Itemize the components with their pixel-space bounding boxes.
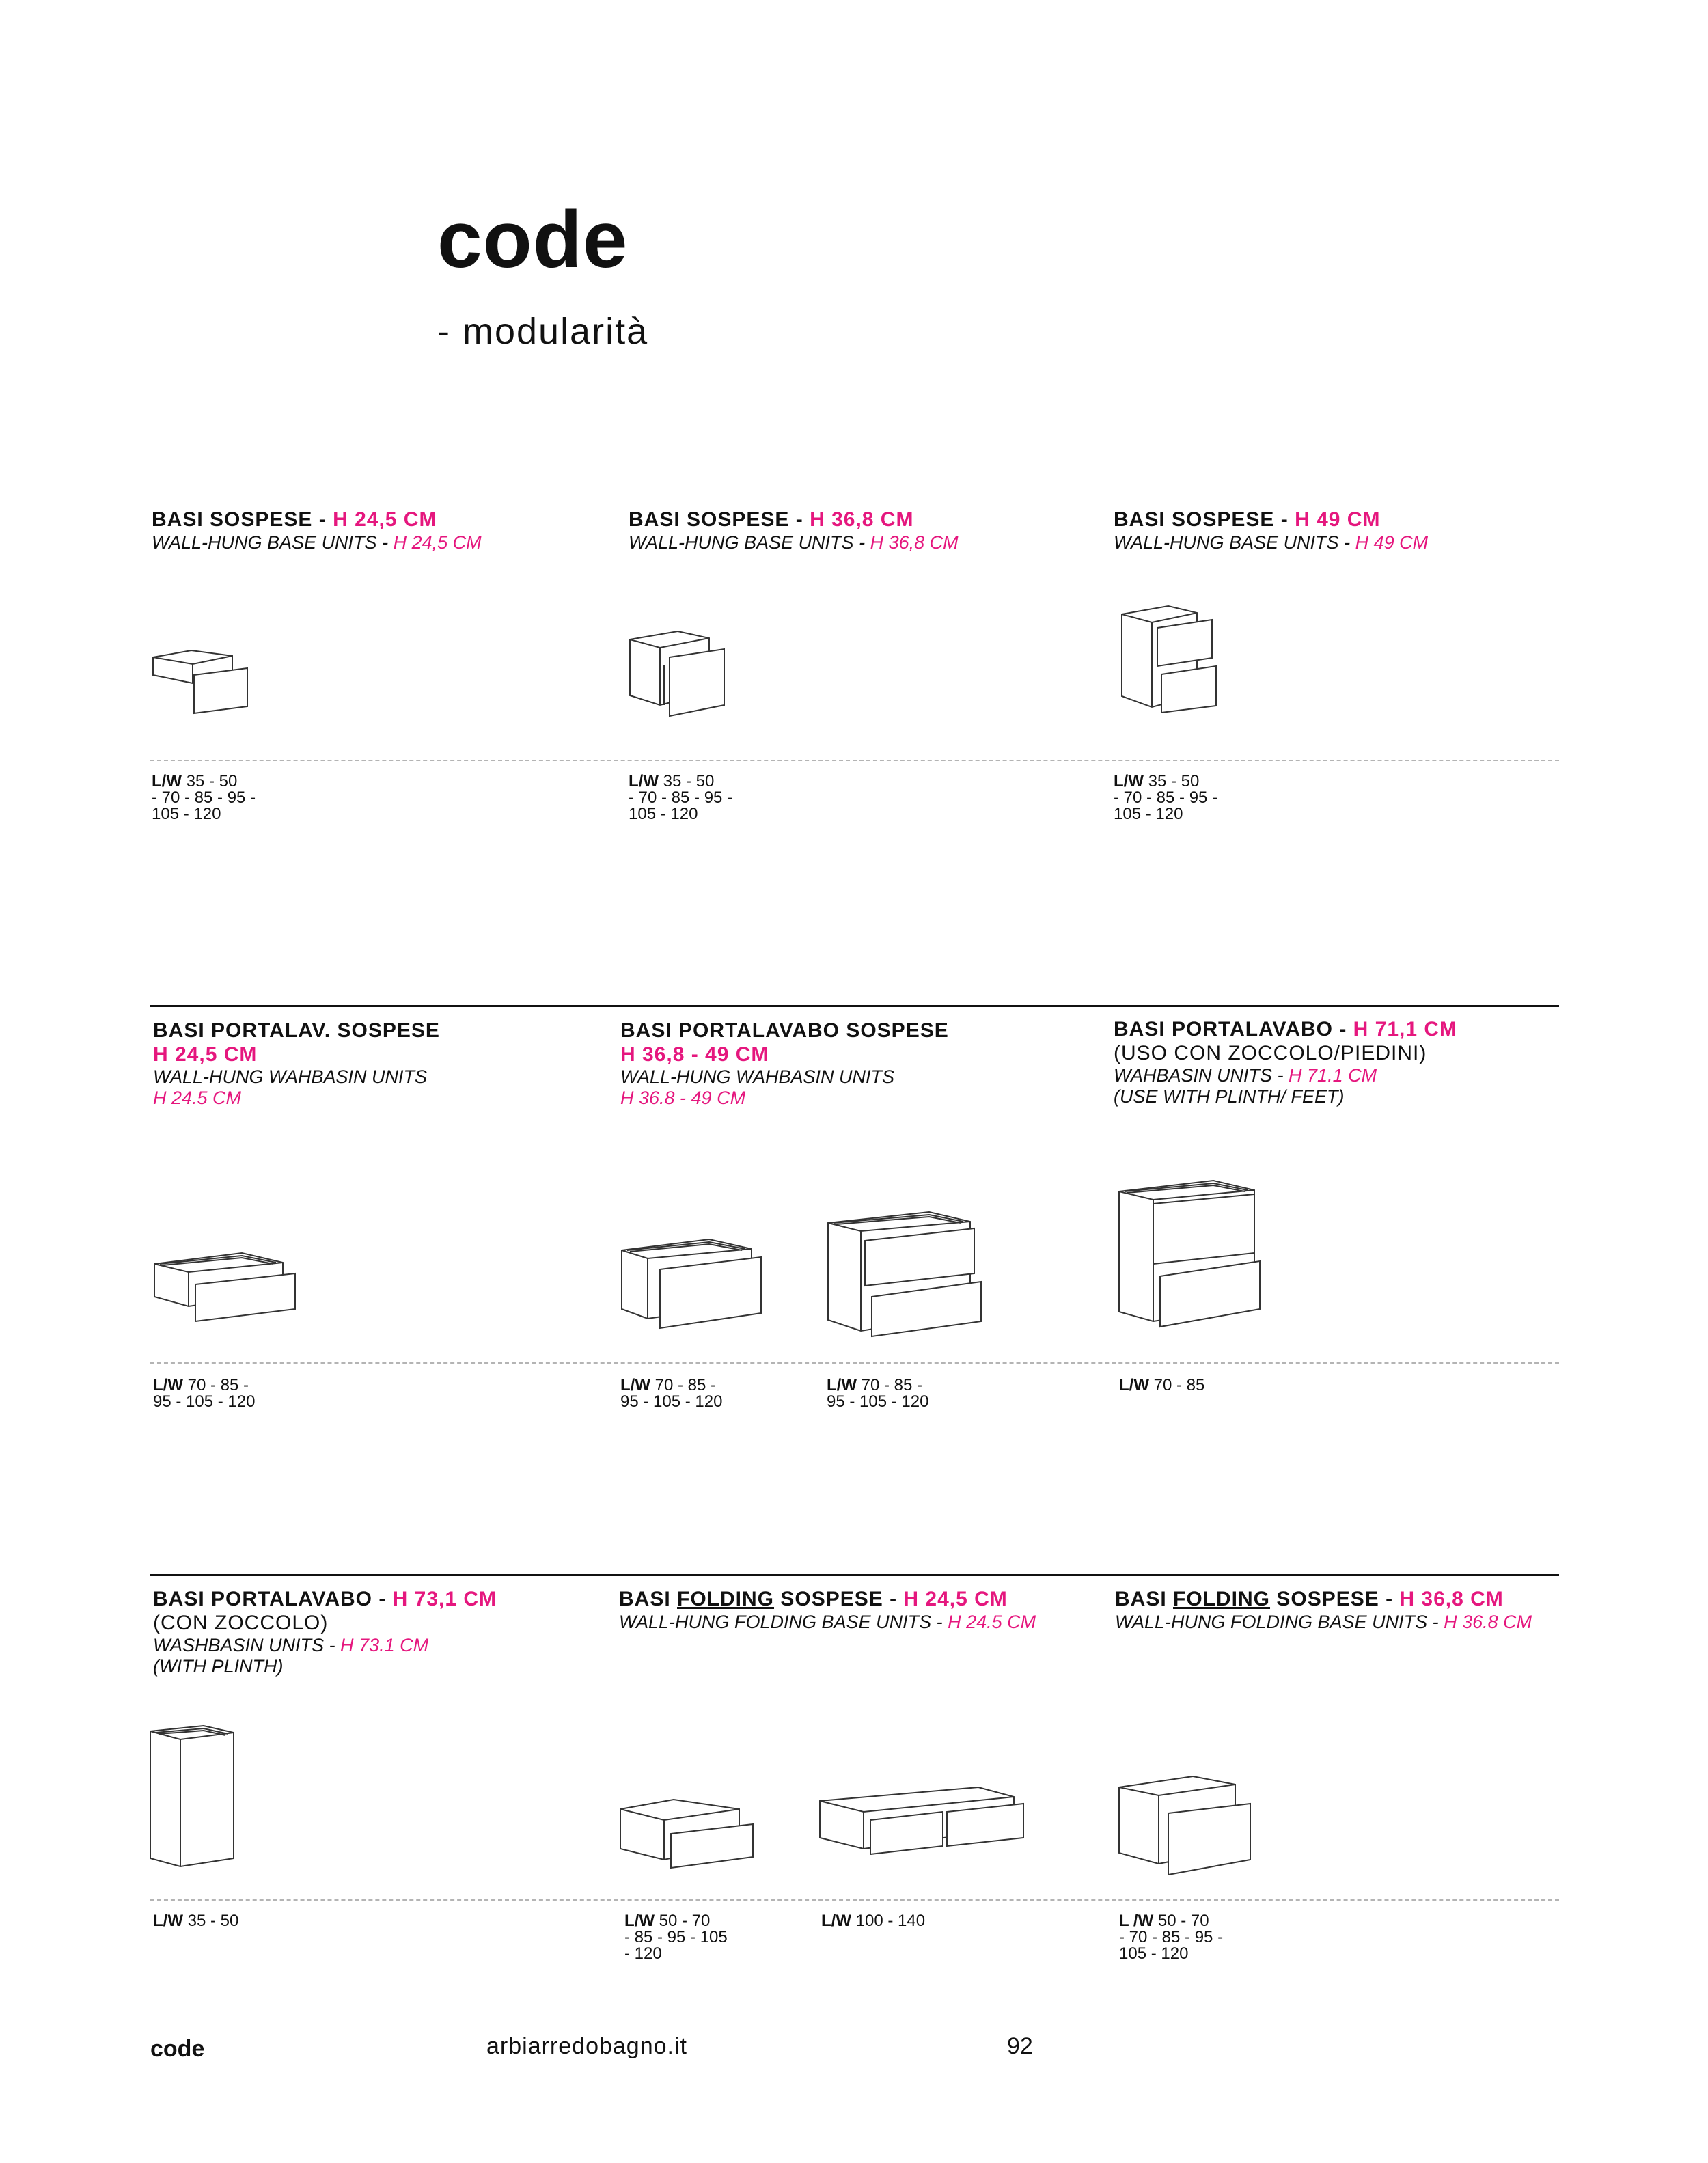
section3-dash-divider <box>150 1899 1559 1901</box>
page-number: 92 <box>1007 2033 1033 2059</box>
section3-divider <box>150 1574 1559 1576</box>
s3a-heading: BASI PORTALAVABO - H 73,1 CM (CON ZOCCOLO) WASHBASIN UNITS - H 73.1 CM (WITH PLINTH) <box>153 1588 497 1677</box>
s2c-heading: BASI PORTALAVABO - H 71,1 CM (USO CON ZOCCOLO/PIEDINI) WAHBASIN UNITS - H 71.1 CM (USE WITH PLINTH/ FEET) <box>1114 1018 1458 1107</box>
s1c-dimensions: L/W 35 - 50 - 70 - 85 - 95 - 105 - 120 <box>1114 772 1218 823</box>
section2-divider <box>150 1005 1559 1007</box>
section1-dash-divider <box>150 760 1559 761</box>
s2b2-dimensions: L/W 70 - 85 - 95 - 105 - 120 <box>827 1376 929 1411</box>
s2a-heading: BASI PORTALAV. SOSPESE H 24,5 CM WALL-HUNG WAHBASIN UNITS H 24.5 CM <box>153 1019 440 1109</box>
s2b-dimensions: L/W 70 - 85 - 95 - 105 - 120 <box>620 1376 723 1411</box>
page-subtitle: - modularità <box>437 311 649 352</box>
s1a-heading: BASI SOSPESE - H 24,5 CM WALL-HUNG BASE UNITS - H 24,5 CM <box>152 508 482 553</box>
washbasin-unit-h245-illustration <box>153 1252 297 1327</box>
base-unit-h49-illustration <box>1120 605 1220 714</box>
brand-title: code <box>437 195 629 285</box>
washbasin-unit-h49-illustration <box>827 1211 984 1337</box>
s1c-heading: BASI SOSPESE - H 49 CM WALL-HUNG BASE UNITS - H 49 CM <box>1114 508 1429 553</box>
base-unit-h245-illustration <box>152 649 251 719</box>
s3c-dimensions: L /W 50 - 70 - 70 - 85 - 95 - 105 - 120 <box>1119 1912 1224 1963</box>
washbasin-unit-h731-illustration <box>149 1724 238 1868</box>
footer-website: arbiarredobagno.it <box>486 2033 687 2059</box>
s1b-heading: BASI SOSPESE - H 36,8 CM WALL-HUNG BASE UNITS - H 36,8 CM <box>629 508 959 553</box>
washbasin-unit-h711-illustration <box>1118 1179 1261 1330</box>
s3c-heading: BASI FOLDING SOSPESE - H 36,8 CM WALL-HUNG FOLDING BASE UNITS - H 36.8 CM <box>1115 1588 1532 1632</box>
s1b-dimensions: L/W 35 - 50 - 70 - 85 - 95 - 105 - 120 <box>629 772 733 823</box>
footer-brand: code <box>150 2036 205 2062</box>
base-unit-h368-illustration <box>629 630 728 719</box>
section2-dash-divider <box>150 1362 1559 1364</box>
washbasin-unit-h368-illustration <box>620 1238 764 1334</box>
s3b-heading: BASI FOLDING SOSPESE - H 24,5 CM WALL-HUNG FOLDING BASE UNITS - H 24.5 CM <box>619 1588 1036 1632</box>
s2b-heading: BASI PORTALAVABO SOSPESE H 36,8 - 49 CM WALL-HUNG WAHBASIN UNITS H 36.8 - 49 CM <box>620 1019 949 1109</box>
s3b2-dimensions: L/W 100 - 140 <box>821 1912 926 1930</box>
folding-unit-h368-illustration <box>1118 1775 1254 1877</box>
s3b-dimensions: L/W 50 - 70 - 85 - 95 - 105 - 120 <box>624 1912 728 1963</box>
s2a-dimensions: L/W 70 - 85 - 95 - 105 - 120 <box>153 1376 256 1411</box>
s3a-dimensions: L/W 35 - 50 <box>153 1912 239 1930</box>
folding-unit-double-illustration <box>818 1786 1030 1861</box>
folding-unit-h245-illustration <box>619 1798 756 1873</box>
s2c-dimensions: L/W 70 - 85 <box>1119 1376 1205 1394</box>
s1a-dimensions: L/W 35 - 50 - 70 - 85 - 95 - 105 - 120 <box>152 772 256 823</box>
